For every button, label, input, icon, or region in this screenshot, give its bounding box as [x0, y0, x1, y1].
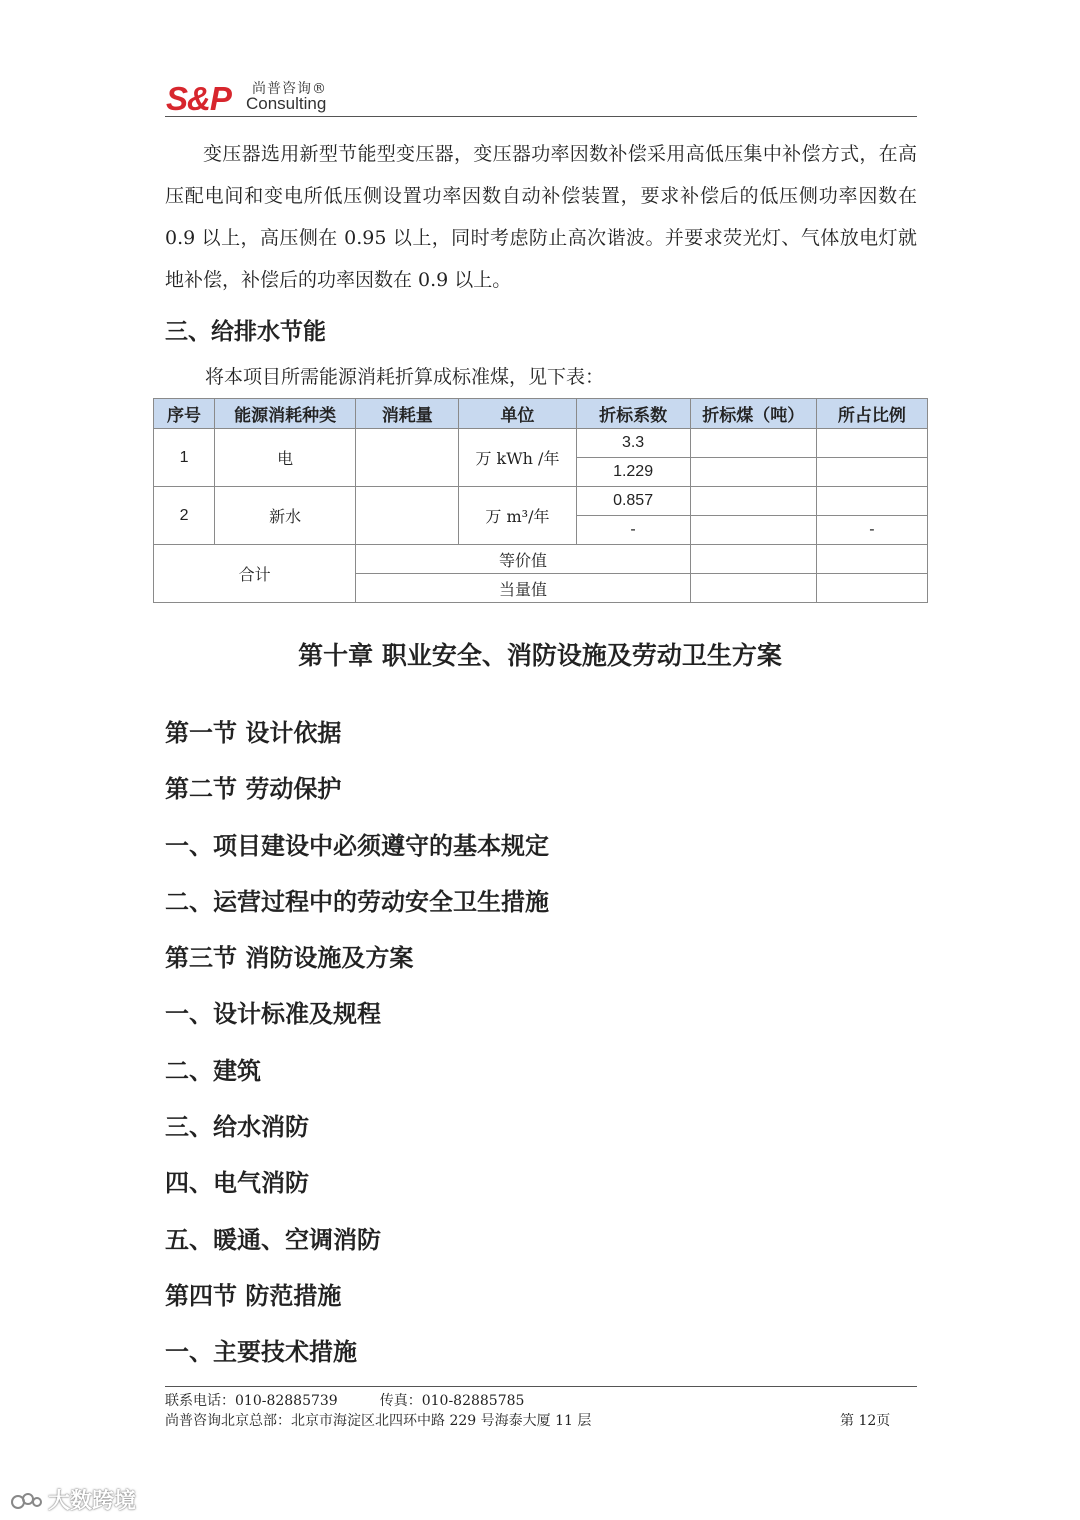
table-total-row [154, 545, 928, 574]
outline-item: 二、建筑 [165, 1055, 261, 1085]
company-logo [166, 78, 336, 116]
cell-factor: - [576, 516, 690, 545]
cell-factor: 1.229 [576, 458, 690, 487]
outline-item: 三、给水消防 [165, 1112, 309, 1142]
outline-item: 第二节 劳动保护 [165, 774, 342, 804]
outline-item: 一、项目建设中必须遵守的基本规定 [165, 830, 549, 860]
col-header-unit: 单位 [459, 399, 576, 429]
cell-coal [690, 516, 816, 545]
col-header-type: 能源消耗种类 [215, 399, 356, 429]
cell-amount [356, 487, 459, 545]
watermark-text: 大数跨境 [48, 1489, 137, 1514]
logo-english-name: Consulting [246, 94, 327, 113]
col-header-factor: 折标系数 [576, 399, 690, 429]
cell-ratio [816, 429, 927, 458]
page-number: 第 12页 [840, 1413, 891, 1429]
cell-factor: 0.857 [576, 487, 690, 516]
cell-amount [356, 429, 459, 487]
cell-total-label: 合计 [154, 545, 356, 603]
cell-coal [690, 429, 816, 458]
paragraph-text: 变压器选用新型节能型变压器，变压器功率因数补偿采用高低压集中补偿方式，在高压配电间和变电所低压侧设置功率因数自动补偿装置，要求补偿后的低压侧功率因数在 0.9 以上，高压侧在 0.95 以上，同时考虑防止高次谐波。并要求荧光灯、气体放电灯就地补偿，补偿后的功率因数在 0.9 以上。 [165, 143, 917, 291]
cell-total-type: 当量值 [356, 574, 690, 603]
outline-item: 五、暖通、空调消防 [165, 1224, 381, 1254]
footer-fax: 传真：010-82885785 [379, 1393, 525, 1409]
col-header-coal: 折标煤（吨） [690, 399, 816, 429]
footer-divider [165, 1386, 917, 1387]
cell-unit: 万 kWh /年 [459, 429, 576, 487]
watermark [10, 1484, 136, 1515]
outline-list [165, 705, 549, 1381]
cell-type: 新水 [215, 487, 356, 545]
outline-item: 一、主要技术措施 [165, 1337, 357, 1367]
logo-chinese-name: 尚普咨询® [252, 81, 327, 97]
footer-address: 尚普咨询北京总部：北京市海淀区北四环中路 229 号海泰大厦 11 层 [165, 1413, 592, 1429]
col-header-no: 序号 [154, 399, 215, 429]
outline-item: 一、设计标准及规程 [165, 999, 381, 1029]
table-row [154, 429, 928, 458]
outline-item: 四、电气消防 [165, 1168, 309, 1198]
cell-ratio [816, 487, 927, 516]
cell-coal [690, 458, 816, 487]
footer-contact [165, 1390, 524, 1410]
energy-table [153, 398, 928, 603]
cell-no: 1 [154, 429, 215, 487]
cell-ratio [816, 458, 927, 487]
cell-ratio [816, 574, 927, 603]
table-lead-text: 将本项目所需能源消耗折算成标准煤，见下表： [205, 366, 605, 388]
cell-type: 电 [215, 429, 356, 487]
section-heading: 三、给排水节能 [165, 318, 326, 345]
col-header-amount: 消耗量 [356, 399, 459, 429]
cell-no: 2 [154, 487, 215, 545]
outline-item: 二、运营过程中的劳动安全卫生措施 [165, 886, 549, 916]
table-header-row [154, 399, 928, 429]
cell-total-type: 等价值 [356, 545, 690, 574]
cell-unit: 万 m³/年 [459, 487, 576, 545]
outline-item: 第三节 消防设施及方案 [165, 943, 414, 973]
cell-factor: 3.3 [576, 429, 690, 458]
outline-item: 第一节 设计依据 [165, 718, 342, 747]
outline-item: 第四节 防范措施 [165, 1280, 342, 1310]
cell-coal [690, 574, 816, 603]
chapter-title: 第十章 职业安全、消防设施及劳动卫生方案 [298, 641, 782, 670]
watermark-logo-icon [10, 1490, 44, 1514]
footer-phone: 联系电话：010-82885739 [165, 1393, 338, 1409]
cell-coal [690, 487, 816, 516]
cell-ratio: - [816, 516, 927, 545]
body-paragraph [165, 133, 917, 301]
col-header-ratio: 所占比例 [816, 399, 927, 429]
header-divider [165, 116, 917, 117]
cell-coal [690, 545, 816, 574]
cell-ratio [816, 545, 927, 574]
table-row [154, 487, 928, 516]
logo-mark: S&P [166, 80, 231, 117]
